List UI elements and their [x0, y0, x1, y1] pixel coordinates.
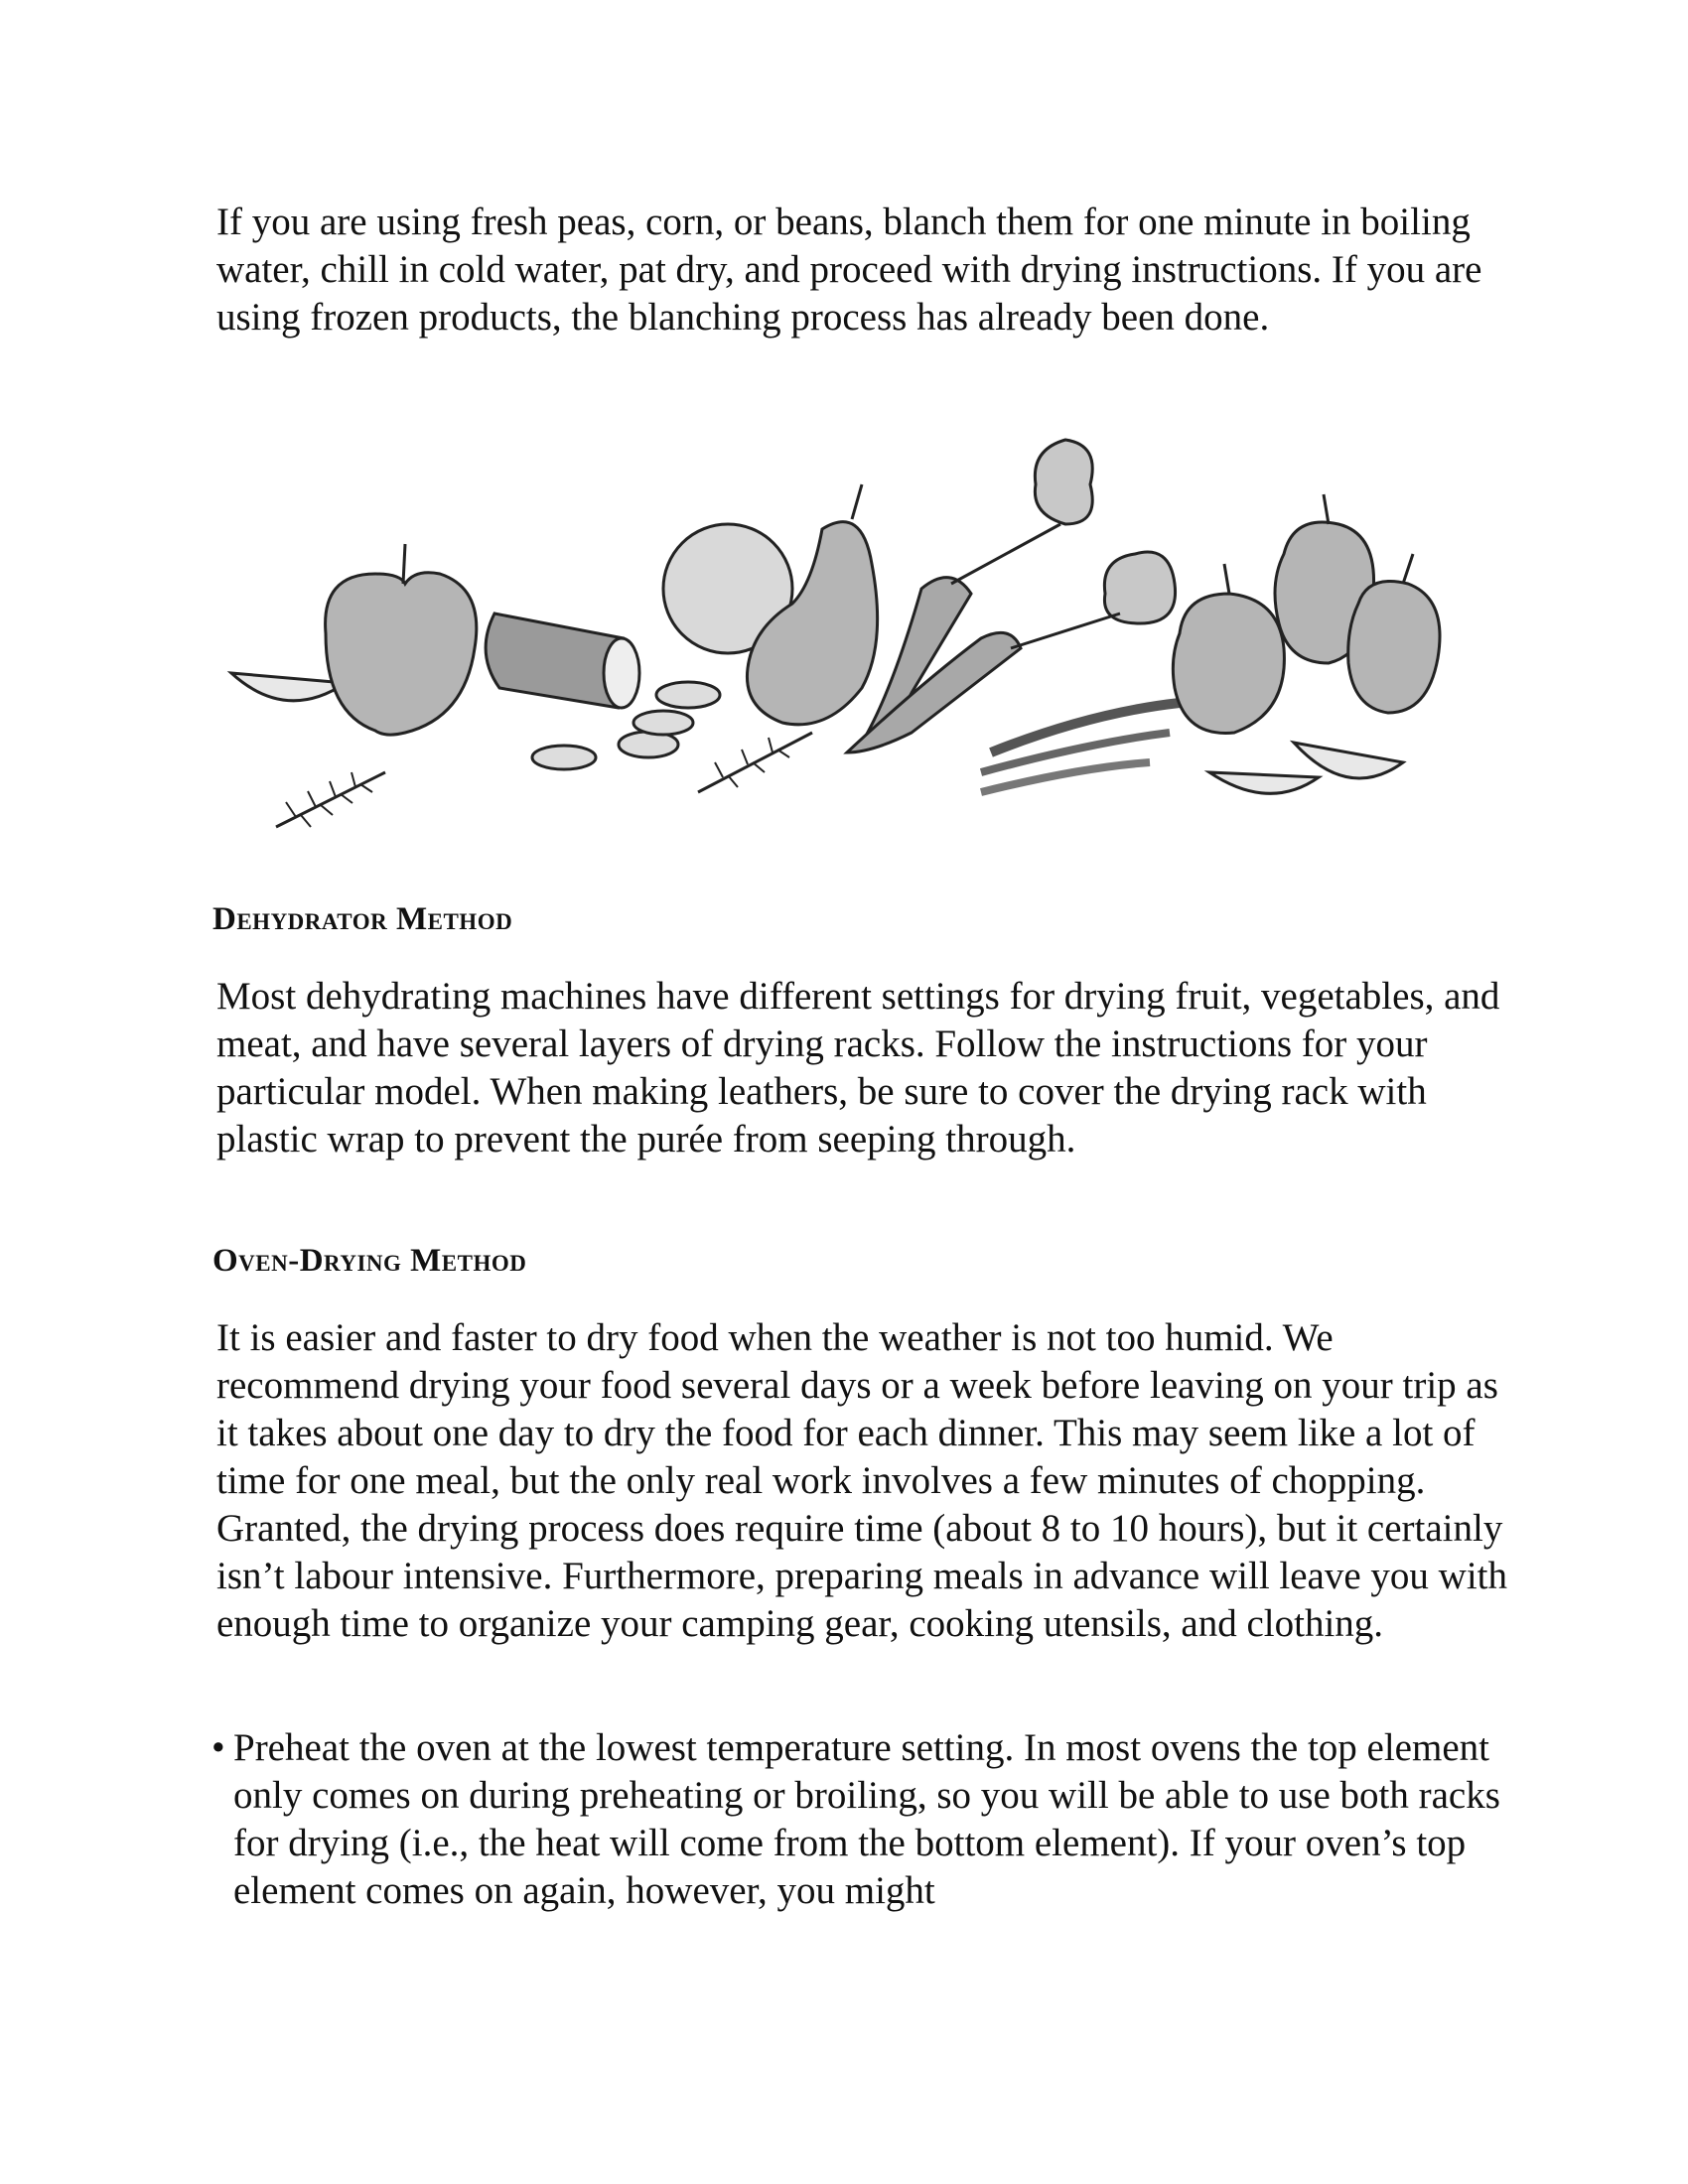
- dehydrator-paragraph: Most dehydrating machines have different settings for drying fruit, vegetables, and meat, and have several layers of drying racks. Follow the instructions for your particular model. When making leathers, be sure to cover the drying rack with plastic wrap to prevent the purée from seeping through.: [216, 975, 1500, 1160]
- heading-oven-drying-method: Oven-Drying Method: [212, 1243, 527, 1279]
- bullet-list: [211, 1724, 1522, 1915]
- intro-paragraph: If you are using fresh peas, corn, or beans, blanch them for one minute in boiling water, chill in cold water, pat dry, and proceed with drying instructions. If you are using frozen products, the blanching process has already been done.: [216, 201, 1482, 339]
- oven-paragraph: It is easier and faster to dry food when the weather is not too humid. We recommend drying your food several days or a week before leaving on your trip as it takes about one day to dry the food for each dinner. This may seem like a lot of time for one meal, but the only real work involves a few minutes of chopping. Granted, the drying process does require time (about 8 to 10 hours), but it certainly isn’t labour intensive. Furthermore, preparing meals in advance will leave you with enough time to organize your camping gear, cooking utensils, and clothing.: [216, 1316, 1508, 1645]
- fruit-vegetable-drawing-icon: [226, 435, 1468, 852]
- heading-dehydrator-method: Dehydrator Method: [212, 901, 513, 937]
- bullet-marker: •: [211, 1726, 225, 1769]
- bullet-item: Preheat the oven at the lowest temperature setting. In most ovens the top element only comes on during preheating or broiling, so you will be able to use both racks for drying (i.e., the heat will come from the bottom element). If your oven’s top element comes on again, however, you might: [233, 1726, 1500, 1912]
